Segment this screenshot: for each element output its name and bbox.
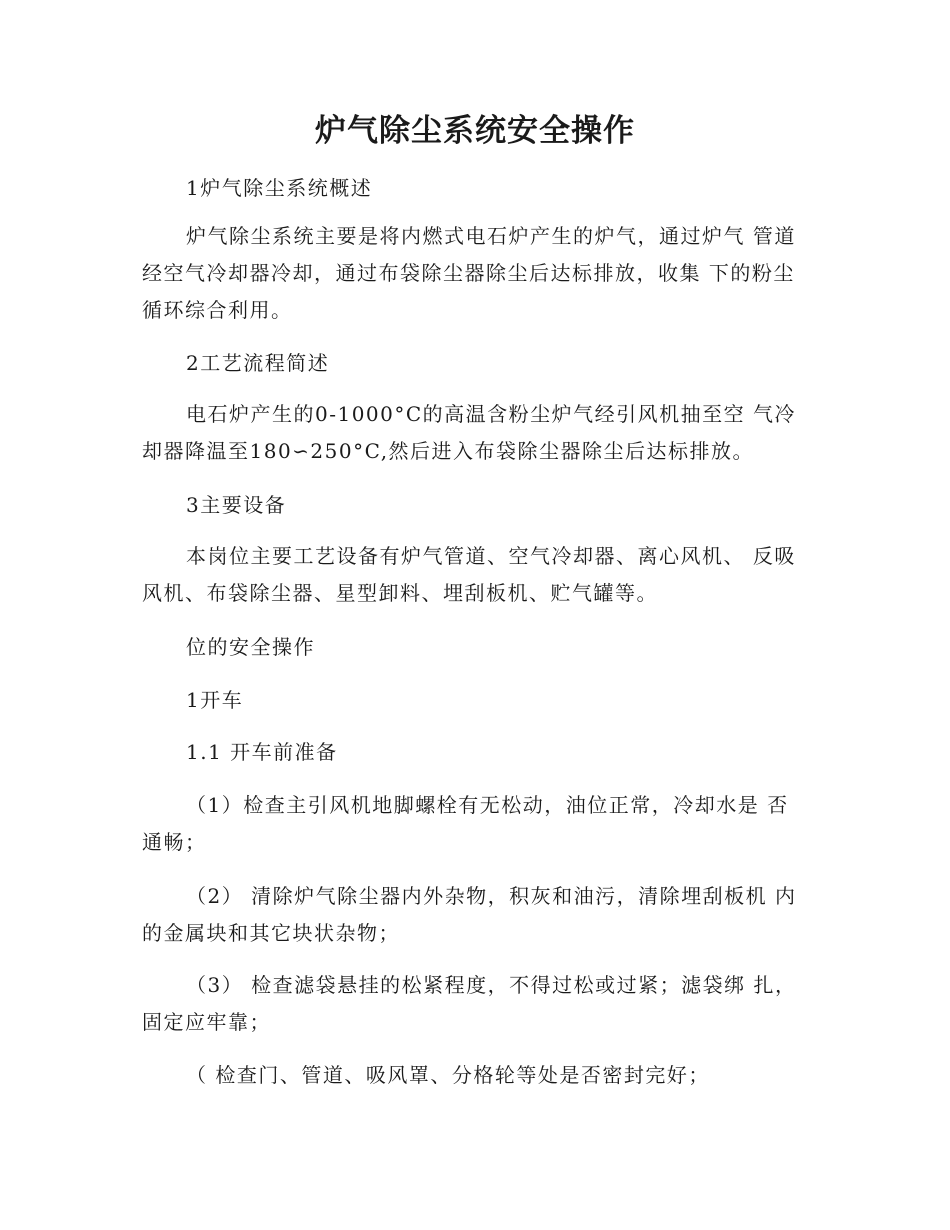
list-item-4: （ 检查门、管道、吸风罩、分格轮等处是否密封完好； bbox=[186, 1063, 710, 1087]
list-item-1: （1）检查主引风机地脚螺栓有无松动，油位正常，冷却水是 否通畅； bbox=[142, 793, 789, 854]
list-item-3: （3） 检查滤袋悬挂的松紧程度，不得过松或过紧；滤袋绑 扎，固定应牢靠； bbox=[142, 973, 797, 1034]
subsection-heading-preparation: 1.1 开车前准备 bbox=[186, 740, 338, 764]
section-heading-process: 2工艺流程简述 bbox=[186, 351, 330, 375]
section-heading-safety: 位的安全操作 bbox=[186, 635, 315, 659]
paragraph-process: 电石炉产生的0-1000°C的高温含粉尘炉气经引风机抽至空 气冷却器降温至180∽250°C,然后进入布袋除尘器除尘后达标排放。 bbox=[142, 402, 797, 463]
paragraph-equipment: 本岗位主要工艺设备有炉气管道、空气冷却器、离心风机、 反吸风机、布袋除尘器、星型卸料、埋刮板机、贮气罐等。 bbox=[142, 544, 796, 605]
section-heading-overview: 1炉气除尘系统概述 bbox=[186, 176, 373, 200]
subsection-heading-startup: 1开车 bbox=[186, 688, 244, 712]
paragraph-overview: 炉气除尘系统主要是将内燃式电石炉产生的炉气，通过炉气 管道经空气冷却器冷却，通过布袋除尘器除尘后达标排放，收集 下的粉尘循环综合利用。 bbox=[142, 224, 796, 322]
document-title: 炉气除尘系统安全操作 bbox=[315, 113, 635, 149]
section-heading-equipment: 3主要设备 bbox=[186, 493, 287, 517]
list-item-2: （2） 清除炉气除尘器内外杂物，积灰和油污，清除埋刮板机 内的金属块和其它块状杂物； bbox=[142, 884, 797, 945]
